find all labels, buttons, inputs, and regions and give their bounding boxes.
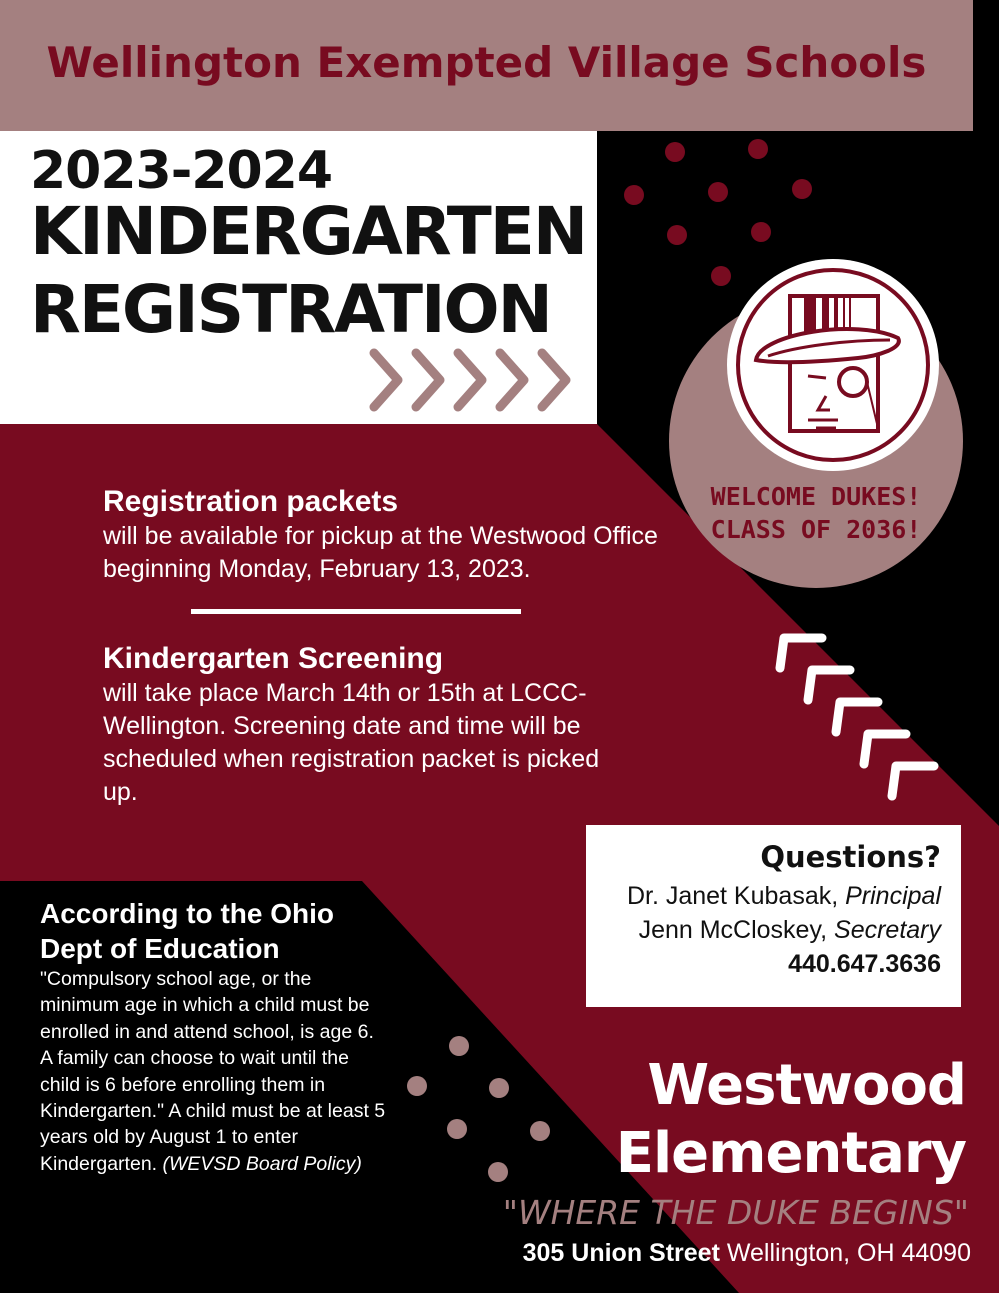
welcome-message: [668, 480, 964, 546]
corner-bracket-icon: [780, 638, 822, 668]
contact-secretary: [586, 913, 941, 947]
screening-body: will take place March 14th or 15th at LCCC-Wellington. Screening date and time will be scheduled when registration packet is picked up.: [103, 679, 600, 806]
dot-icon: [665, 142, 685, 162]
chevron-arrows-icon: [366, 345, 576, 415]
dot-icon: [449, 1036, 469, 1056]
welcome-line-1: WELCOME DUKES!: [710, 482, 922, 511]
contact-principal: [586, 879, 941, 913]
district-title: Wellington Exempted Village Schools: [46, 38, 927, 87]
section-divider: [191, 609, 521, 614]
decorative-dots-bottom: [400, 1030, 560, 1195]
contact-role: Secretary: [834, 916, 941, 944]
questions-box: [586, 825, 961, 1007]
title-registration: REGISTRATION: [30, 271, 551, 348]
corner-bracket-icon: [892, 766, 934, 796]
hero-title-block: [0, 131, 597, 424]
title-kindergarten: KINDERGARTEN: [30, 193, 587, 270]
contact-name: Dr. Janet Kubasak,: [626, 882, 839, 910]
ohio-citation: (WEVSD Board Policy): [162, 1152, 362, 1175]
dot-icon: [489, 1078, 509, 1098]
decorative-brackets-icon: [770, 628, 950, 808]
ohio-quote-text: "Compulsory school age, or the minimum age in which a child must be enrolled in and attend school, is age 6. A family can choose to wait until the child is 6 before enrolling them in Kindergarten." A child must be at least 5 years old by August 1 to enter Kindergarten.: [40, 968, 386, 1175]
school-year: 2023-2024: [30, 141, 333, 201]
dot-icon: [792, 179, 812, 199]
dot-icon: [751, 222, 771, 242]
corner-bracket-icon: [808, 670, 850, 700]
chevron-right-icon: [374, 353, 398, 407]
school-tagline: "WHERE THE DUKE BEGINS": [502, 1193, 969, 1232]
dot-icon: [530, 1121, 550, 1141]
school-name-line-2: Elementary: [615, 1121, 966, 1186]
ohio-quote: [40, 966, 390, 1177]
chevron-right-icon: [416, 353, 440, 407]
corner-bracket-icon: [836, 702, 878, 732]
dot-icon: [624, 185, 644, 205]
header-banner: [0, 0, 973, 131]
ohio-heading: According to the Ohio Dept of Education: [40, 898, 334, 964]
school-address: [523, 1236, 971, 1270]
school-name-line-1: Westwood: [647, 1053, 966, 1118]
contact-name: Jenn McCloskey,: [638, 916, 828, 944]
school-name: [616, 1052, 966, 1188]
chevron-right-icon: [458, 353, 482, 407]
address-city: Wellington, OH 44090: [726, 1239, 971, 1267]
dot-icon: [708, 182, 728, 202]
corner-bracket-icon: [864, 734, 906, 764]
ohio-dept-section: [40, 896, 390, 1177]
address-street: 305 Union Street: [522, 1239, 720, 1267]
questions-title: Questions?: [760, 840, 941, 874]
contact-role: Principal: [845, 882, 941, 910]
registration-packets-section: [103, 484, 663, 586]
dot-icon: [667, 225, 687, 245]
welcome-line-2: CLASS OF 2036!: [710, 515, 922, 544]
registration-packets-heading: Registration packets: [103, 485, 399, 518]
chevron-right-icon: [500, 353, 524, 407]
chevron-right-icon: [542, 353, 566, 407]
contact-phone: 440.647.3636: [788, 950, 941, 978]
screening-heading: Kindergarten Screening: [103, 642, 444, 675]
dot-icon: [407, 1076, 427, 1096]
dot-icon: [488, 1162, 508, 1182]
screening-section: [103, 641, 623, 809]
dot-icon: [748, 139, 768, 159]
registration-packets-body: will be available for pickup at the Westwood Office beginning Monday, February 13, 2023.: [103, 522, 658, 583]
dot-icon: [447, 1119, 467, 1139]
